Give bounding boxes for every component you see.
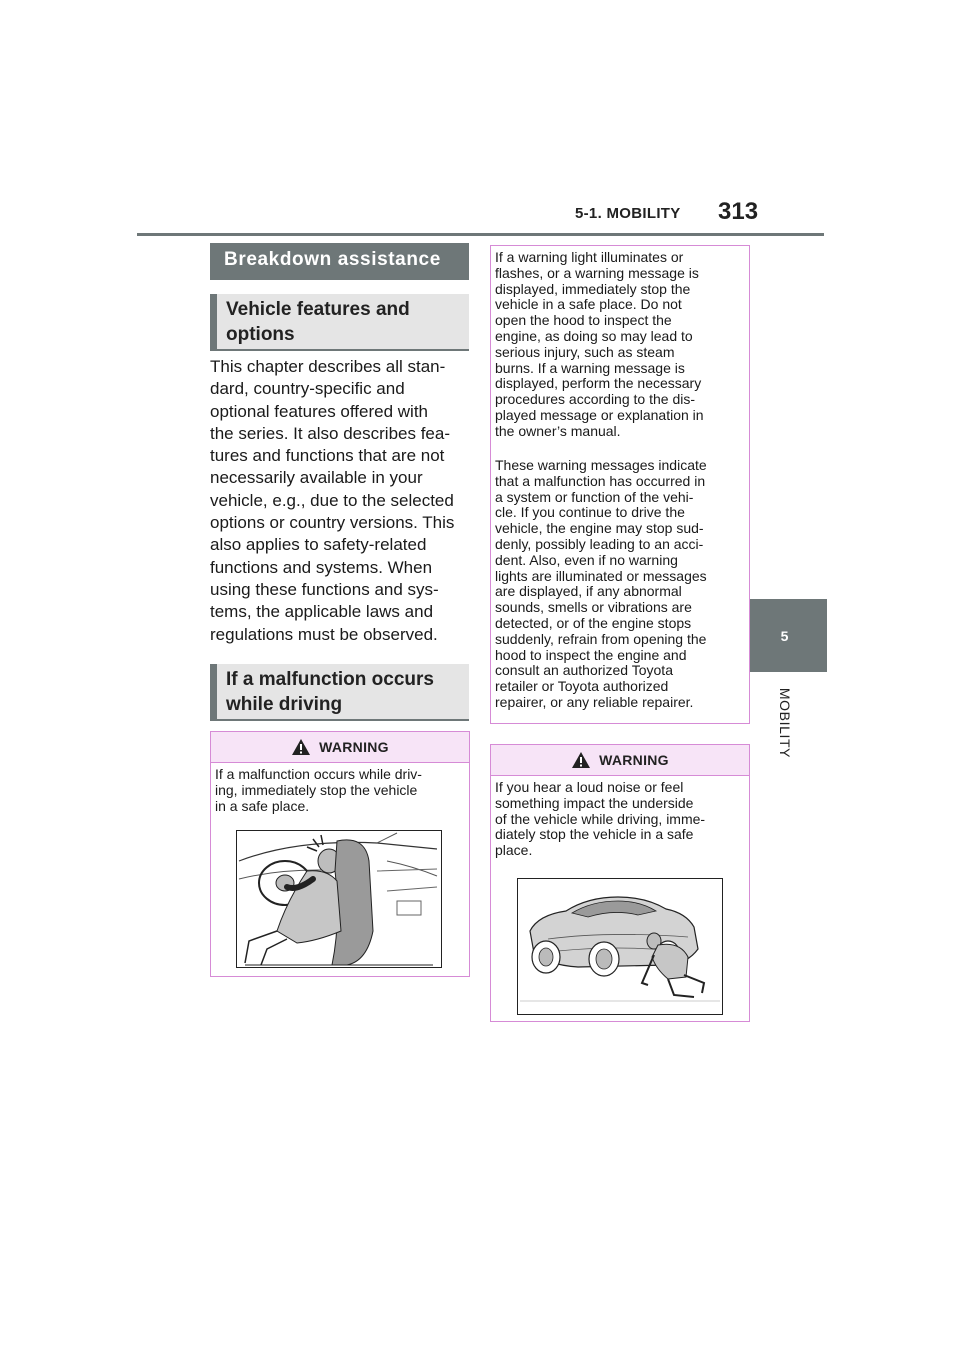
info-line: engine, as doing so may lead to (495, 327, 693, 344)
intro-line: optional features offered with (210, 401, 428, 421)
info-line: dent. Also, even if no warning (495, 551, 678, 568)
heading-vehicle-features (210, 294, 469, 351)
heading-breakdown-assistance: Breakdown assistance (210, 243, 469, 280)
warning-triangle-icon (571, 751, 591, 769)
heading-malfunction (210, 664, 469, 721)
info-paragraph-1 (495, 250, 745, 440)
chapter-label-text: MOBILITY (777, 687, 793, 759)
intro-line: necessarily available in your (210, 468, 423, 488)
warning-header (211, 732, 469, 763)
info-line: repairer, or any reliable repairer. (495, 693, 694, 710)
info-line: serious injury, such as steam (495, 343, 675, 360)
warning-title: WARNING (599, 752, 669, 768)
info-line: vehicle, the engine may stop sud- (495, 520, 704, 537)
info-line: a system or function of the vehi- (495, 488, 694, 505)
intro-line: regulations must be observed. (210, 624, 438, 644)
chapter-tab[interactable] (742, 599, 827, 672)
section-title: 5-1. MOBILITY (575, 205, 681, 222)
info-line: lights are illuminated or messages (495, 567, 707, 584)
info-line: are displayed, if any abnormal (495, 583, 682, 600)
warning-title: WARNING (319, 739, 389, 755)
info-line: consult an authorized Toyota (495, 662, 673, 679)
header-rule (137, 233, 824, 236)
info-line: vehicle in a safe place. Do not (495, 296, 682, 313)
info-paragraph-2 (495, 458, 745, 711)
info-line: displayed, immediately stop the (495, 280, 691, 297)
intro-line: using these functions and sys- (210, 579, 439, 599)
warning-text (495, 780, 745, 859)
warning-line: ing, immediately stop the vehicle (215, 781, 418, 798)
info-line: procedures according to the dis- (495, 391, 695, 408)
info-line: denly, possibly leading to an acci- (495, 535, 704, 552)
info-line: suddenly, refrain from opening the (495, 630, 707, 647)
info-line: If a warning light illuminates or (495, 249, 684, 265)
warning-line: something impact the underside (495, 794, 694, 811)
warning-line: If a malfunction occurs while driv- (215, 766, 422, 782)
warning-line: If you hear a loud noise or feel (495, 779, 684, 795)
info-line: sounds, smells or vibrations are (495, 599, 692, 616)
info-line: open the hood to inspect the (495, 312, 672, 329)
info-line: burns. If a warning message is (495, 359, 685, 376)
page-number: 313 (718, 198, 759, 225)
intro-line: functions and systems. When (210, 557, 433, 577)
info-box-warning-messages (490, 245, 750, 724)
info-line: hood to inspect the engine and (495, 646, 687, 663)
warning-line: of the vehicle while driving, imme- (495, 810, 706, 827)
intro-line: tems, the applicable laws and (210, 602, 434, 622)
info-line: flashes, or a warning message is (495, 264, 699, 281)
chapter-label (770, 682, 800, 764)
info-line: detected, or of the engine stops (495, 614, 692, 631)
intro-line: options or country versions. This (210, 513, 455, 533)
warning-header (491, 745, 749, 776)
intro-line: tures and functions that are not (210, 446, 445, 466)
info-line: retailer or Toyota authorized (495, 678, 669, 695)
intro-line: also applies to safety-related (210, 535, 427, 555)
intro-line: the series. It also describes fea- (210, 423, 451, 443)
info-line: cle. If you continue to drive the (495, 504, 685, 521)
intro-paragraph (210, 356, 472, 646)
driver-illustration (236, 830, 442, 968)
heading-malfunction-text: If a malfunction occurs while driving (226, 668, 434, 715)
warning-triangle-icon (291, 738, 311, 756)
info-line: played message or explanation in (495, 406, 704, 423)
car-inspection-illustration (517, 878, 723, 1015)
info-line: displayed, perform the necessary (495, 375, 702, 392)
heading-vehicle-features-text: Vehicle features and options (226, 298, 410, 345)
warning-line: diately stop the vehicle in a safe (495, 826, 694, 843)
warning-text (215, 767, 465, 814)
intro-line: dard, country-specific and (210, 379, 405, 399)
chapter-number: 5 (780, 627, 789, 644)
warning-line: in a safe place. (215, 797, 310, 814)
info-line: the owner’s manual. (495, 422, 621, 439)
info-line: that a malfunction has occurred in (495, 472, 706, 489)
warning-line: place. (495, 842, 533, 859)
intro-line: This chapter describes all stan- (210, 357, 446, 376)
intro-line: vehicle, e.g., due to the selected (210, 490, 454, 510)
info-line: These warning messages indicate (495, 457, 707, 473)
